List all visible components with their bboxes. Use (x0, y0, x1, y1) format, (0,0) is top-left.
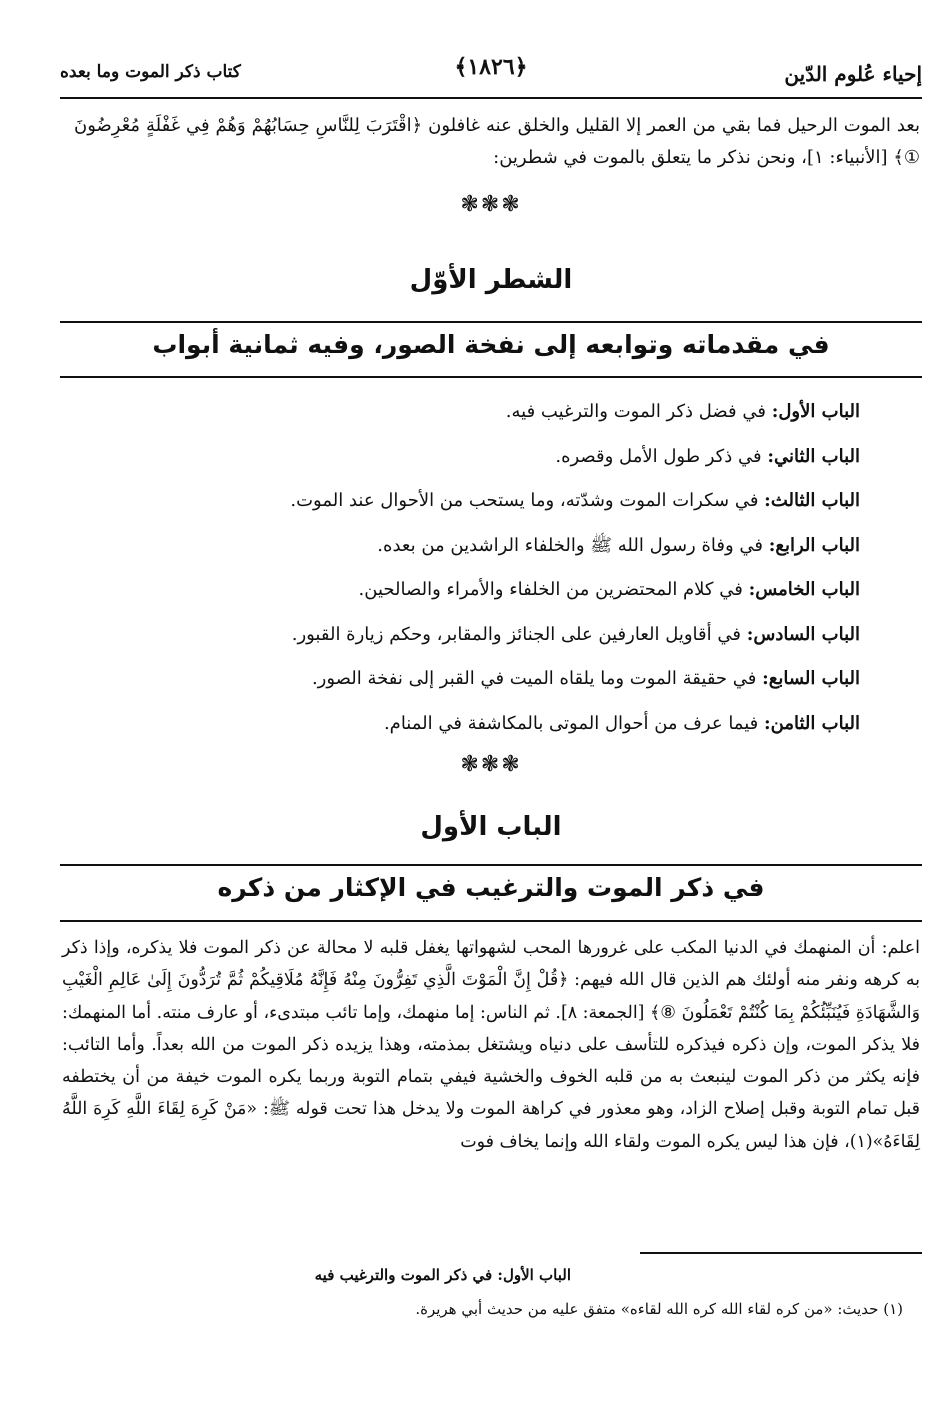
chapter-text: في كلام المحتضرين من الخلفاء والأمراء والصالحين. (358, 579, 743, 600)
intro-paragraph: بعد الموت الرحيل فما بقي من العمر إلا القليل والخلق عنه غافلون ﴿اقْتَرَبَ لِلنَّاسِ حِسَابُهُمْ وَهُمْ فِي غَفْلَةٍ مُعْرِضُونَ ①﴾ [الأنبياء: ١]، ونحن نذكر ما يتعلق بالموت في شطرين: (74, 115, 920, 168)
chapter-text: في فضل ذكر الموت والترغيب فيه. (505, 401, 766, 422)
chapter-one-body: اعلم: أن المنهمك في الدنيا المكب على غرورها المحب لشهواتها يغفل قلبه لا محالة عن ذكر الموت فلا يذكره، وإذا ذكر به كرهه ونفر منه أولئك هم الذين قال الله فيهم: ﴿قُلْ إِنَّ الْمَوْتَ الَّذِي تَفِرُّونَ مِنْهُ فَإِنَّهُ مُلَاقِيكُمْ ثُمَّ تُرَدُّونَ إِلَىٰ عَالِمِ الْغَيْبِ وَالشَّهَادَةِ فَيُنَبِّئُكُمْ بِمَا كُنْتُمْ تَعْمَلُونَ ⑧﴾ [الجمعة: ٨]. ثم الناس: إما منهمك، وإما تائب مبتدىء، أو عارف منته. أما المنهمك: فلا يذكر الموت، وإن ذكره فيذكره للتأسف على دنياه ويشتغل بمذمته، وهذا يزيده ذكر الموت من الله بعداً. وأما التائب: فإنه يكثر من ذكر الموت لينبعث به من قلبه الخوف والخشية فيفي بتمام التوبة وربما يكره الموت خيفة من أن يختطفه قبل تمام التوبة وقبل إصلاح الزاد، وهو معذور في كراهة الموت ولا يدخل هذا تحت قوله ﷺ: «مَنْ كَرِهَ لِقَاءَ اللَّهِ كَرِهَ اللَّهُ لِقَاءَهُ»(١)، فإن هذا ليس يكره الموت ولقاء الله وإنما يخاف فوت (62, 938, 920, 1152)
part-one-rule-top (60, 321, 922, 323)
part-one-rule-bottom (60, 376, 922, 378)
chapter-label: الباب الثاني: (767, 445, 860, 467)
chapter-one-subtitle: في ذكر الموت والترغيب في الإكثار من ذكره (217, 873, 765, 902)
list-item (90, 479, 860, 524)
list-item (90, 524, 860, 569)
chapter-label: الباب الخامس: (748, 579, 860, 600)
chapter-label: الباب الرابع: (768, 534, 860, 556)
chapter-label: الباب السابع: (762, 668, 860, 689)
chapter-text: في أقاويل العارفين على الجنائز والمقابر، وحكم زيارة القبور. (291, 623, 741, 645)
separator-stars: ❃❃❃ (460, 192, 522, 217)
list-item (90, 390, 860, 435)
footnote-note: (١) حديث: «من كره لقاء الله كره الله لقاءه» متفق عليه من حديث أبي هريرة. (415, 1300, 903, 1318)
chapter-text: في سكرات الموت وشدّته، وما يستحب من الأحوال عند الموت. (290, 490, 759, 511)
part-one-title: الشطر الأوّل (409, 265, 573, 295)
running-chapter-title: كتاب ذكر الموت وما بعده (60, 62, 241, 82)
chapter-one-rule-bottom (60, 920, 922, 922)
chapter-text: في ذكر طول الأمل وقصره. (555, 445, 762, 467)
chapter-text: في وفاة رسول الله ﷺ والخلفاء الراشدين من بعده. (377, 534, 763, 556)
chapter-label: الباب السادس: (746, 623, 860, 645)
chapter-label: الباب الأول: (771, 401, 860, 422)
book-title: إحياء عُلوم الدّين (784, 62, 922, 86)
list-item (90, 435, 860, 480)
chapter-text: في حقيقة الموت وما يلقاه الميت في القبر إلى نفخة الصور. (311, 668, 757, 689)
list-item (90, 657, 860, 702)
page-number: ﴿١٨٢٦﴾ (454, 54, 528, 80)
header-rule (60, 97, 922, 99)
chapter-list (90, 390, 860, 746)
chapter-label: الباب الثامن: (763, 712, 860, 734)
chapter-label: الباب الثالث: (764, 490, 860, 511)
chapter-one-title: الباب الأول (420, 812, 562, 842)
list-item (90, 702, 860, 747)
footnote-rule (640, 1252, 922, 1254)
chapter-text: فيما عرف من أحوال الموتى بالمكاشفة في المنام. (383, 712, 759, 734)
page-header (60, 48, 922, 98)
chapter-one-rule-top (60, 864, 922, 866)
list-item (90, 568, 860, 613)
footnote-heading: الباب الأول: في ذكر الموت والترغيب فيه (314, 1266, 571, 1284)
separator-stars: ❃❃❃ (460, 752, 522, 777)
part-one-subtitle: في مقدماته وتوابعه إلى نفخة الصور، وفيه ثمانية أبواب (152, 330, 830, 359)
list-item (90, 613, 860, 658)
